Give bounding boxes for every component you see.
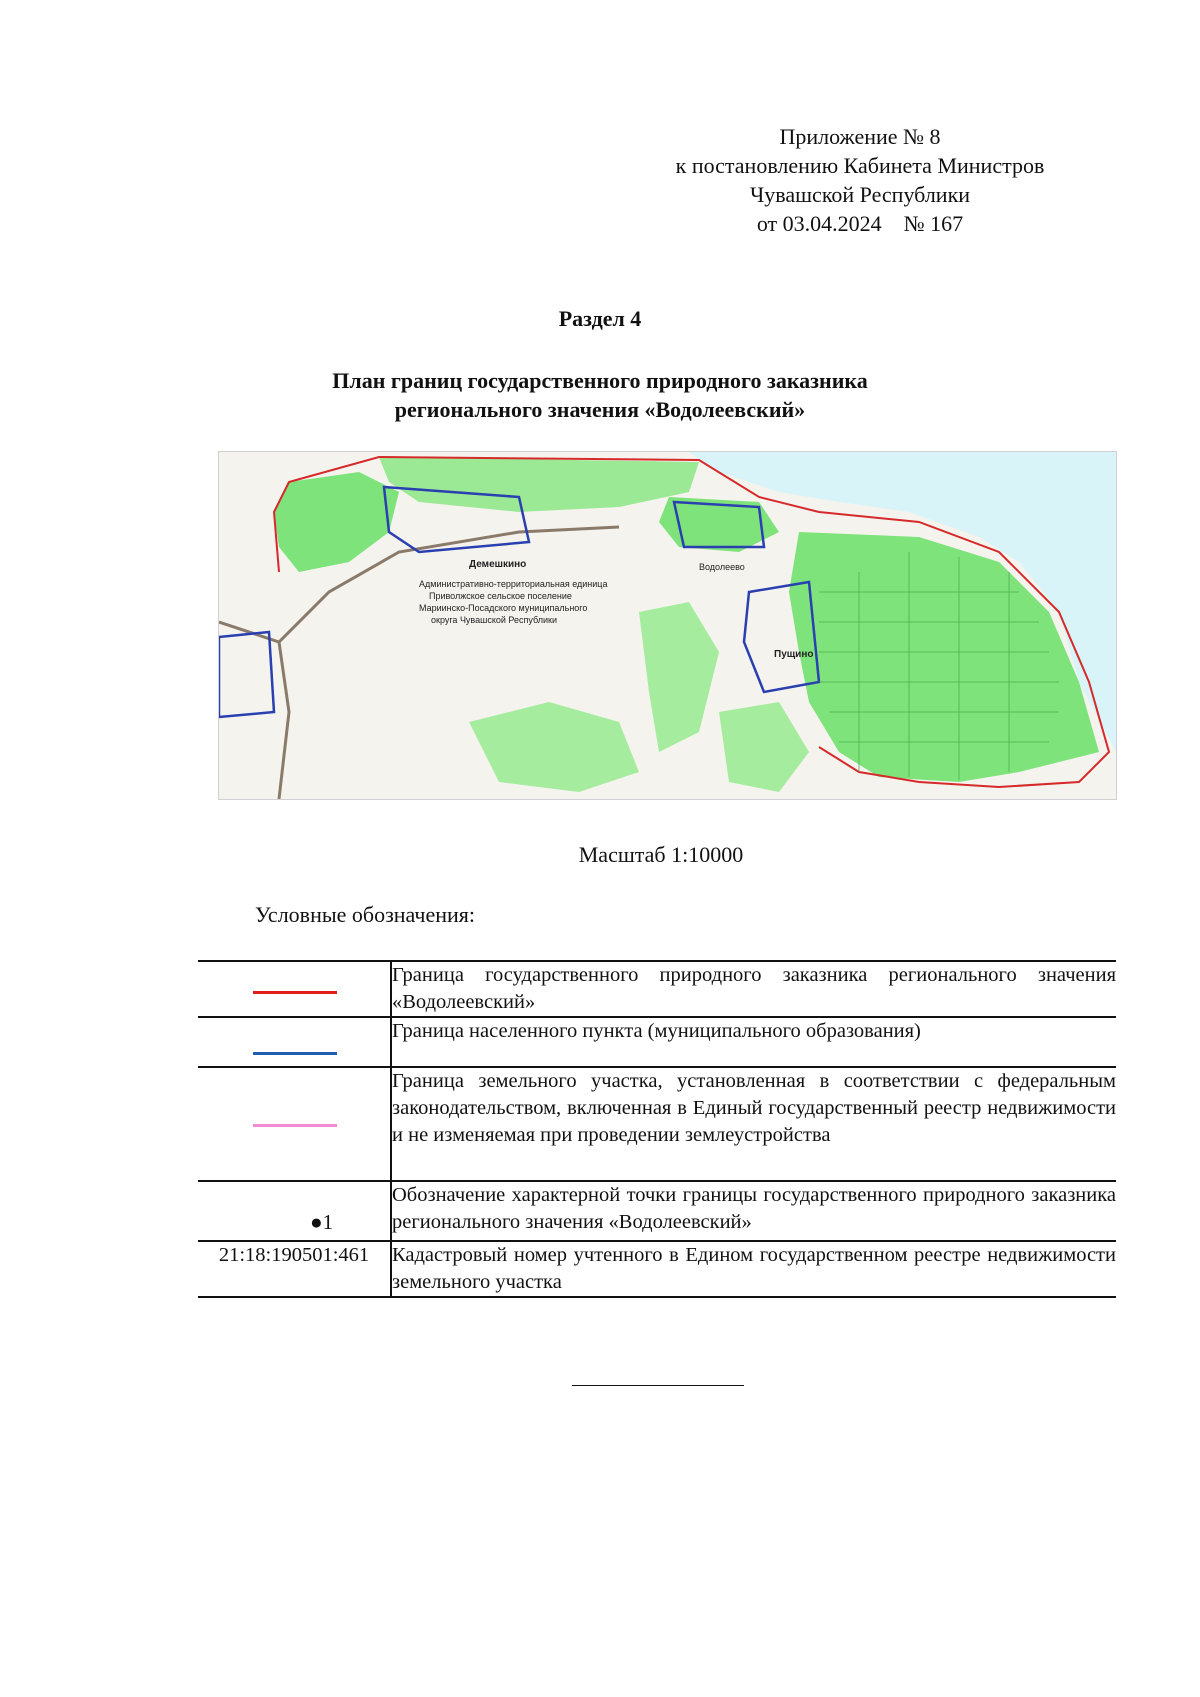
legend-heading: Условные обозначения:	[255, 902, 476, 927]
legend-row-parcel-boundary	[198, 1067, 1116, 1181]
legend-symbol-cell	[198, 1181, 391, 1241]
map-label-admin-3: Мариинско-Посадского муниципального	[419, 603, 588, 613]
map-label-admin-4: округа Чувашской Республики	[431, 615, 557, 625]
forest-west	[274, 472, 399, 572]
legend-desc-point: Обозначение характерной точки границы государственного природного заказника регионального значения «Водолеевский»	[392, 1184, 1116, 1233]
appendix-number: Приложение № 8	[779, 124, 941, 149]
road-south	[279, 642, 289, 799]
legend-row-settlement-boundary	[198, 1017, 1116, 1067]
map-scale: Масштаб 1:10000	[578, 842, 744, 867]
legend-desc-parcel-boundary: Граница земельного участка, установленная в соответствии с федеральным законодательством, включенная в Единый государственный реестр недвижимости и не изменяемая при проведении землеустройства	[392, 1070, 1116, 1146]
plan-title-line2: регионального значения «Водолеевский»	[394, 397, 806, 422]
cadastral-number-symbol: 21:18:190501:461	[198, 1241, 391, 1297]
end-separator-line	[572, 1385, 744, 1386]
blue-line-sample	[253, 1052, 337, 1055]
map-label-vodoleevo: Водолеево	[699, 562, 745, 572]
map-label-pushkino: Пущино	[774, 649, 814, 660]
forest-south-2	[639, 602, 719, 752]
forest-south-1	[469, 702, 639, 792]
legend-desc-cadastral: Кадастровый номер учтенного в Едином государственном реестре недвижимости земельного участка	[392, 1244, 1116, 1293]
map-label-admin-1: Административно-территориальная единица	[419, 579, 608, 589]
settlement-west	[219, 632, 274, 717]
plan-title	[0, 366, 1200, 424]
section-title: Раздел 4	[558, 306, 642, 331]
appendix-republic: Чувашской Республики	[749, 182, 971, 207]
point-symbol: ●1	[310, 1210, 334, 1234]
legend-symbol-cell	[198, 1017, 391, 1067]
forest-south-3	[719, 702, 809, 792]
boundary-map	[218, 451, 1117, 800]
pink-line-sample	[253, 1124, 337, 1127]
appendix-resolution: к постановлению Кабинета Министров	[675, 153, 1045, 178]
legend-table	[198, 960, 1116, 1298]
legend-row-point	[198, 1181, 1116, 1241]
appendix-header	[620, 122, 1100, 238]
legend-symbol-cell	[198, 1067, 391, 1181]
map-label-admin-2: Приволжское сельское поселение	[429, 591, 572, 601]
legend-desc-settlement-boundary: Граница населенного пункта (муниципального образования)	[392, 1020, 921, 1042]
legend-row-reserve-boundary	[198, 961, 1116, 1017]
plan-title-line1: План границ государственного природного заказника	[332, 368, 868, 393]
map-drawing	[219, 452, 1116, 799]
red-line-sample	[253, 991, 337, 994]
legend-symbol-cell	[198, 961, 391, 1017]
legend-desc-reserve-boundary: Граница государственного природного заказника регионального значения «Водолеевский»	[392, 964, 1116, 1013]
appendix-date-number: от 03.04.2024 № 167	[756, 211, 964, 236]
legend-row-cadastral	[198, 1241, 1116, 1297]
forest-north-strip	[379, 457, 699, 512]
map-label-demeshkino: Демешкино	[469, 559, 527, 570]
